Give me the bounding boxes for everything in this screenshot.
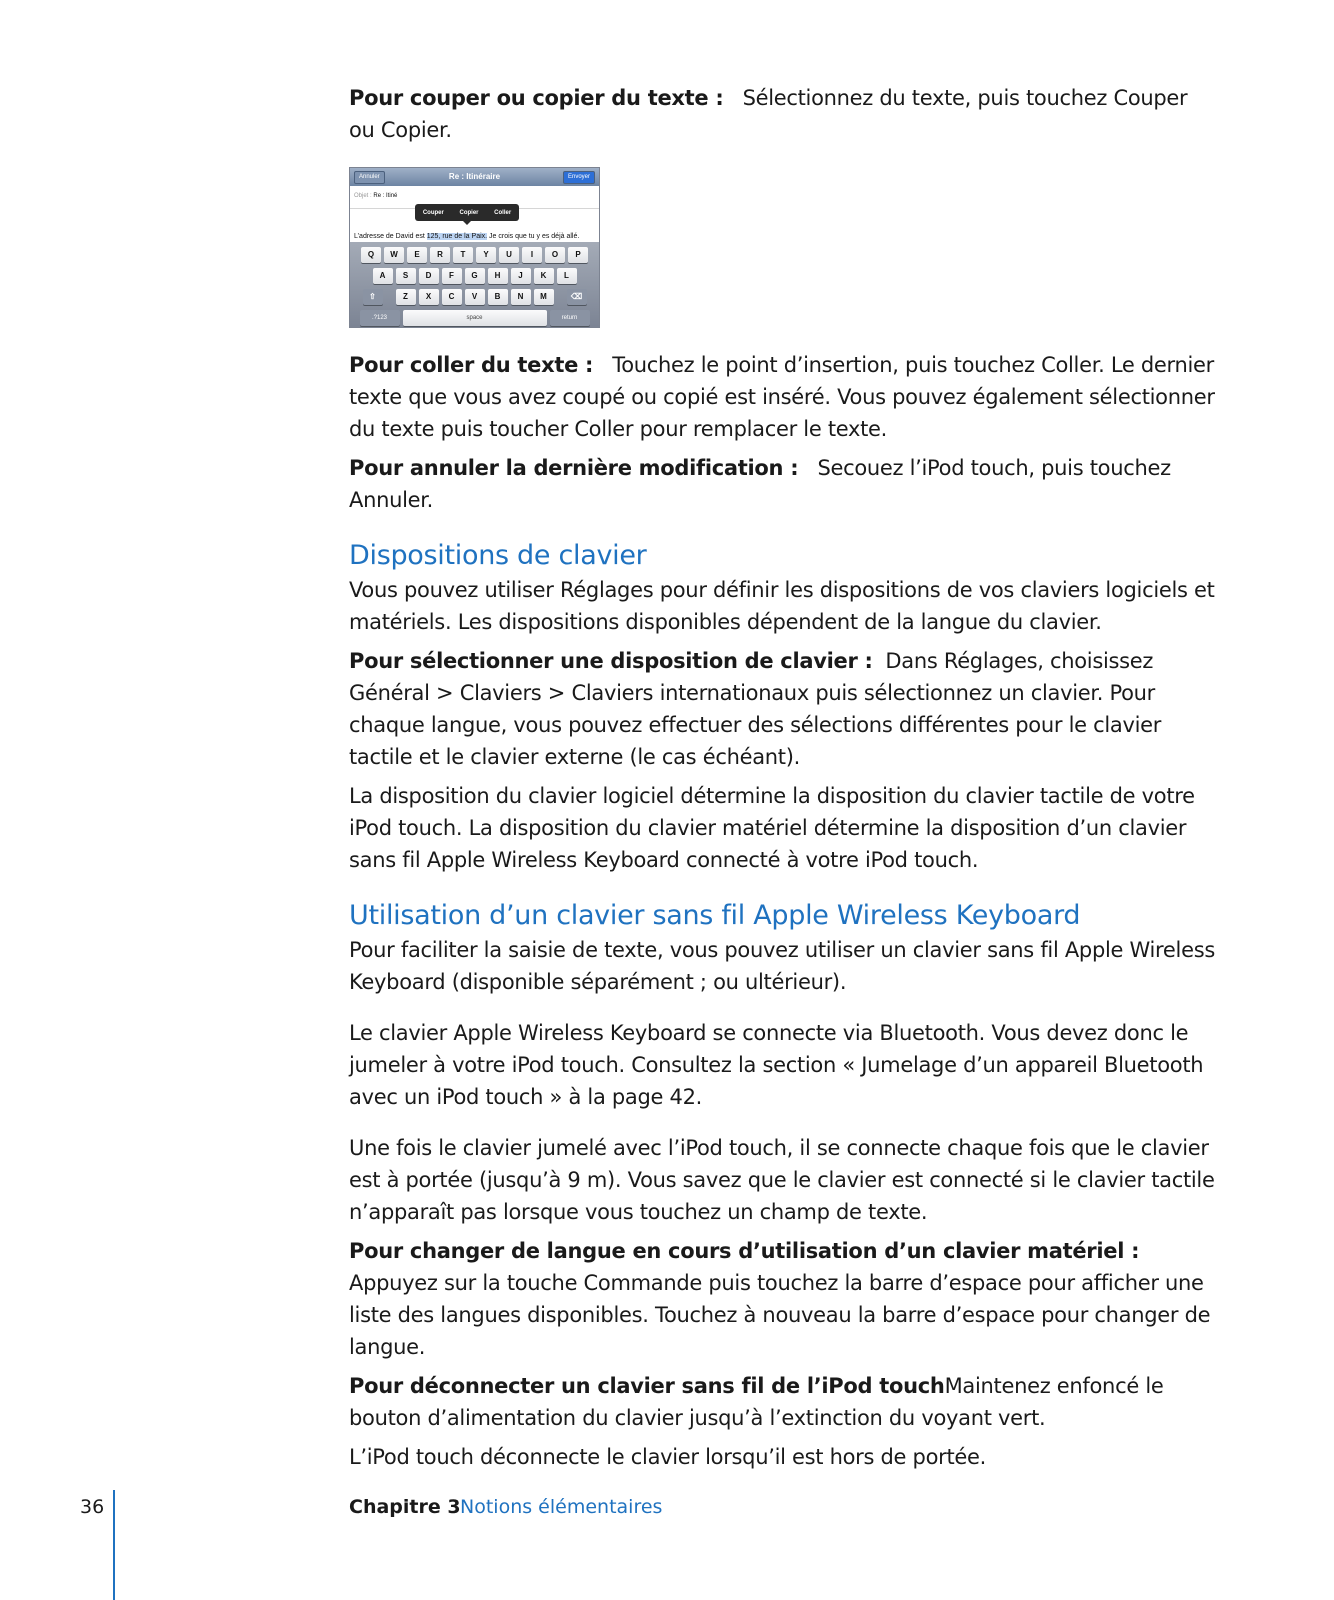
space-key: space — [403, 310, 547, 326]
key-g: G — [465, 268, 485, 284]
key-o: O — [545, 247, 565, 263]
keyboard-row-1 — [350, 247, 599, 263]
popup-paste: Coller — [494, 209, 512, 216]
select-layout-text: Dans Réglages, choisissez Général > Claviers > Claviers internationaux puis sélectionnez un clavier. Pour chaque langue, vous pouvez effectuer des sélections différentes pour le clavier tactile et le clavier externe (le cas échéant). — [349, 649, 1162, 769]
key-r: R — [430, 247, 450, 263]
key-s: S — [396, 268, 416, 284]
wireless-intro: Pour faciliter la saisie de texte, vous pouvez utiliser un clavier sans fil Apple Wireless Keyboard (disponible séparément ; ou ultérieur). — [349, 938, 1215, 994]
bluetooth-paragraph: Le clavier Apple Wireless Keyboard se connecte via Bluetooth. Vous devez donc le jumeler à votre iPod touch. Consultez la section « Jumelage d’un appareil Bluetooth avec un iPod touch » à la page 42. — [349, 1021, 1204, 1109]
cut-copy-label: Pour couper ou copier du texte : — [349, 86, 724, 110]
paste-label: Pour coller du texte : — [349, 353, 594, 377]
key-a: A — [373, 268, 393, 284]
body-text-before: L’adresse de David est — [354, 233, 427, 240]
popup-copy: Copier — [459, 209, 479, 216]
key-m: M — [534, 289, 554, 305]
undo-text: Secouez l’iPod touch, puis touchez Annuler. — [349, 456, 1171, 512]
body-text-after: Je crois que tu y es déjà allé. — [487, 233, 580, 240]
chapter-title: Notions élémentaires — [460, 1496, 663, 1518]
key-w: W — [384, 247, 404, 263]
key-q: Q — [361, 247, 381, 263]
cancel-button: Annuler — [354, 171, 385, 184]
keyboard-row-3 — [350, 289, 599, 305]
delete-icon: ⌫ — [567, 289, 587, 305]
out-of-range-paragraph: L’iPod touch déconnecte le clavier lorsqu’il est hors de portée. — [349, 1445, 987, 1469]
key-n: N — [511, 289, 531, 305]
paste-paragraph — [349, 349, 1219, 445]
mail-compose-area — [350, 186, 599, 242]
layouts-heading: Dispositions de clavier — [349, 540, 647, 571]
change-language-paragraph — [349, 1235, 1219, 1363]
subject-label: Objet : — [354, 193, 372, 199]
key-c: C — [442, 289, 462, 305]
keyboard-row-4 — [350, 310, 599, 326]
send-button: Envoyer — [563, 171, 595, 184]
key-j: J — [511, 268, 531, 284]
mail-navbar — [350, 168, 599, 186]
edit-popup-menu — [415, 204, 519, 221]
subject-field — [354, 193, 397, 199]
keyboard-row-2 — [350, 268, 599, 284]
change-language-label: Pour changer de langue en cours d’utilisation d’un clavier matériel : — [349, 1239, 1140, 1263]
paste-text: Touchez le point d’insertion, puis touchez Coller. Le dernier texte que vous avez coupé ou copié est inséré. Vous pouvez également sélectionner du texte puis toucher Coller pour remplacer le texte. — [349, 353, 1215, 441]
subject-value: Re : Itiné — [373, 193, 398, 199]
mail-body-text — [354, 232, 590, 242]
undo-paragraph — [349, 452, 1219, 516]
key-k: K — [534, 268, 554, 284]
page-content — [349, 82, 1219, 1473]
page-number: 36 — [80, 1496, 105, 1518]
key-y: Y — [476, 247, 496, 263]
software-layout-paragraph: La disposition du clavier logiciel détermine la disposition du clavier tactile de votre iPod touch. La disposition du clavier matériel détermine la disposition d’un clavier sans fil Apple Wireless Keyboard connecté à votre iPod touch. — [349, 784, 1195, 872]
disconnect-text: Maintenez enfoncé le bouton d’alimentation du clavier jusqu’à l’extinction du voyant vert. — [349, 1374, 1164, 1430]
key-u: U — [499, 247, 519, 263]
key-h: H — [488, 268, 508, 284]
layouts-intro: Vous pouvez utiliser Réglages pour définir les dispositions de vos claviers logiciels et matériels. Les dispositions disponibles dépendent de la langue du clavier. — [349, 578, 1215, 634]
footer-divider — [113, 1490, 115, 1600]
mail-title: Re : Itinéraire — [448, 172, 501, 181]
select-layout-label: Pour sélectionner une disposition de clavier : — [349, 649, 873, 673]
key-p: P — [568, 247, 588, 263]
cut-copy-text: Sélectionnez du texte, puis touchez Couper ou Copier. — [349, 86, 1188, 142]
disconnect-paragraph — [349, 1370, 1219, 1434]
shift-icon: ⇧ — [363, 289, 383, 305]
cut-copy-paragraph — [349, 82, 1219, 146]
key-l: L — [557, 268, 577, 284]
popup-cut: Couper — [422, 209, 444, 216]
key-v: V — [465, 289, 485, 305]
numbers-key: .?123 — [360, 310, 400, 326]
undo-label: Pour annuler la dernière modification : — [349, 456, 799, 480]
key-d: D — [419, 268, 439, 284]
select-layout-paragraph — [349, 645, 1219, 773]
return-key: return — [550, 310, 590, 326]
key-z: Z — [396, 289, 416, 305]
paired-paragraph: Une fois le clavier jumelé avec l’iPod touch, il se connecte chaque fois que le clavier est à portée (jusqu’à 9 m). Vous savez que le clavier est connecté si le clavier tactile n’apparaît pas lorsque vous touchez un champ de texte. — [349, 1136, 1215, 1224]
popup-arrow-icon — [463, 221, 471, 225]
selected-text: 125, rue de la Paix. — [426, 233, 488, 240]
key-b: B — [488, 289, 508, 305]
disconnect-label: Pour déconnecter un clavier sans fil de l’iPod touch — [349, 1374, 945, 1398]
chapter-label: Chapitre 3 — [349, 1496, 461, 1518]
key-t: T — [453, 247, 473, 263]
key-i: I — [522, 247, 542, 263]
key-e: E — [407, 247, 427, 263]
onscreen-keyboard — [350, 242, 599, 328]
key-x: X — [419, 289, 439, 305]
wireless-heading: Utilisation d’un clavier sans fil Apple Wireless Keyboard — [349, 900, 1081, 931]
change-language-text: Appuyez sur la touche Commande puis touchez la barre d’espace pour afficher une liste des langues disponibles. Touchez à nouveau la barre d’espace pour changer de langue. — [349, 1271, 1211, 1359]
edit-menu-screenshot — [349, 167, 600, 328]
key-f: F — [442, 268, 462, 284]
